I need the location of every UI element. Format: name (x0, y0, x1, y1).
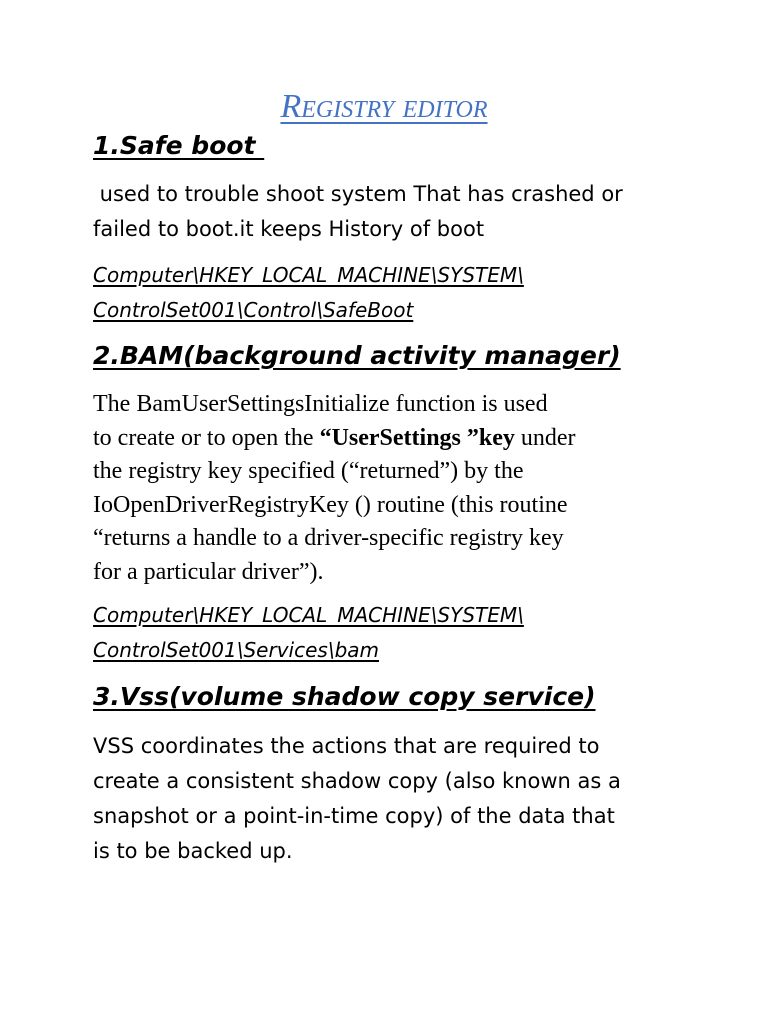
vss-description (93, 729, 693, 869)
bam-registry-path (93, 598, 653, 668)
vss-line-1: VSS coordinates the actions that are required to (93, 734, 600, 758)
safe-boot-line-2: failed to boot.it keeps History of boot (93, 217, 485, 241)
bam-path-line-2: ControlSet001\Services\bam (93, 638, 379, 662)
section-heading-vss: 3.Vss(volume shadow copy service) (93, 682, 596, 711)
bam-line-2-pre: to create or to open the (93, 424, 320, 451)
vss-line-2: create a consistent shadow copy (also known as a (93, 769, 621, 793)
safe-boot-description (93, 177, 693, 247)
bam-line-2 (93, 422, 683, 456)
bam-description (93, 388, 683, 589)
bam-line-4: IoOpenDriverRegistryKey () routine (this routine (93, 491, 568, 518)
vss-line-4: is to be backed up. (93, 839, 293, 863)
section-heading-safe-boot: 1.Safe boot (93, 131, 265, 160)
vss-line-3: snapshot or a point-in-time copy) of the data that (93, 804, 615, 828)
safe-boot-path-line-2: ControlSet001\Control\SafeBoot (93, 298, 414, 322)
section-heading-bam: 2.BAM(background activity manager) (93, 341, 621, 370)
bam-path-line-1: Computer\HKEY_LOCAL_MACHINE\SYSTEM\ (93, 603, 524, 627)
bam-usersettings-key: “UserSettings ”key (319, 424, 515, 451)
document-title: Registry editor (280, 88, 488, 125)
bam-line-6: for a particular driver”). (93, 558, 324, 585)
bam-line-2-post: under (514, 424, 576, 451)
bam-line-5: “returns a handle to a driver-specific registry key (93, 525, 564, 551)
safe-boot-path-line-1: Computer\HKEY_LOCAL_MACHINE\SYSTEM\ (93, 263, 524, 287)
safe-boot-line-1: used to trouble shoot system That has crashed or (93, 182, 623, 206)
safe-boot-registry-path (93, 258, 653, 328)
bam-line-3: the registry key specified (“returned”) by the (93, 458, 524, 484)
bam-line-1: The BamUserSettingsInitialize function is used (93, 391, 548, 417)
